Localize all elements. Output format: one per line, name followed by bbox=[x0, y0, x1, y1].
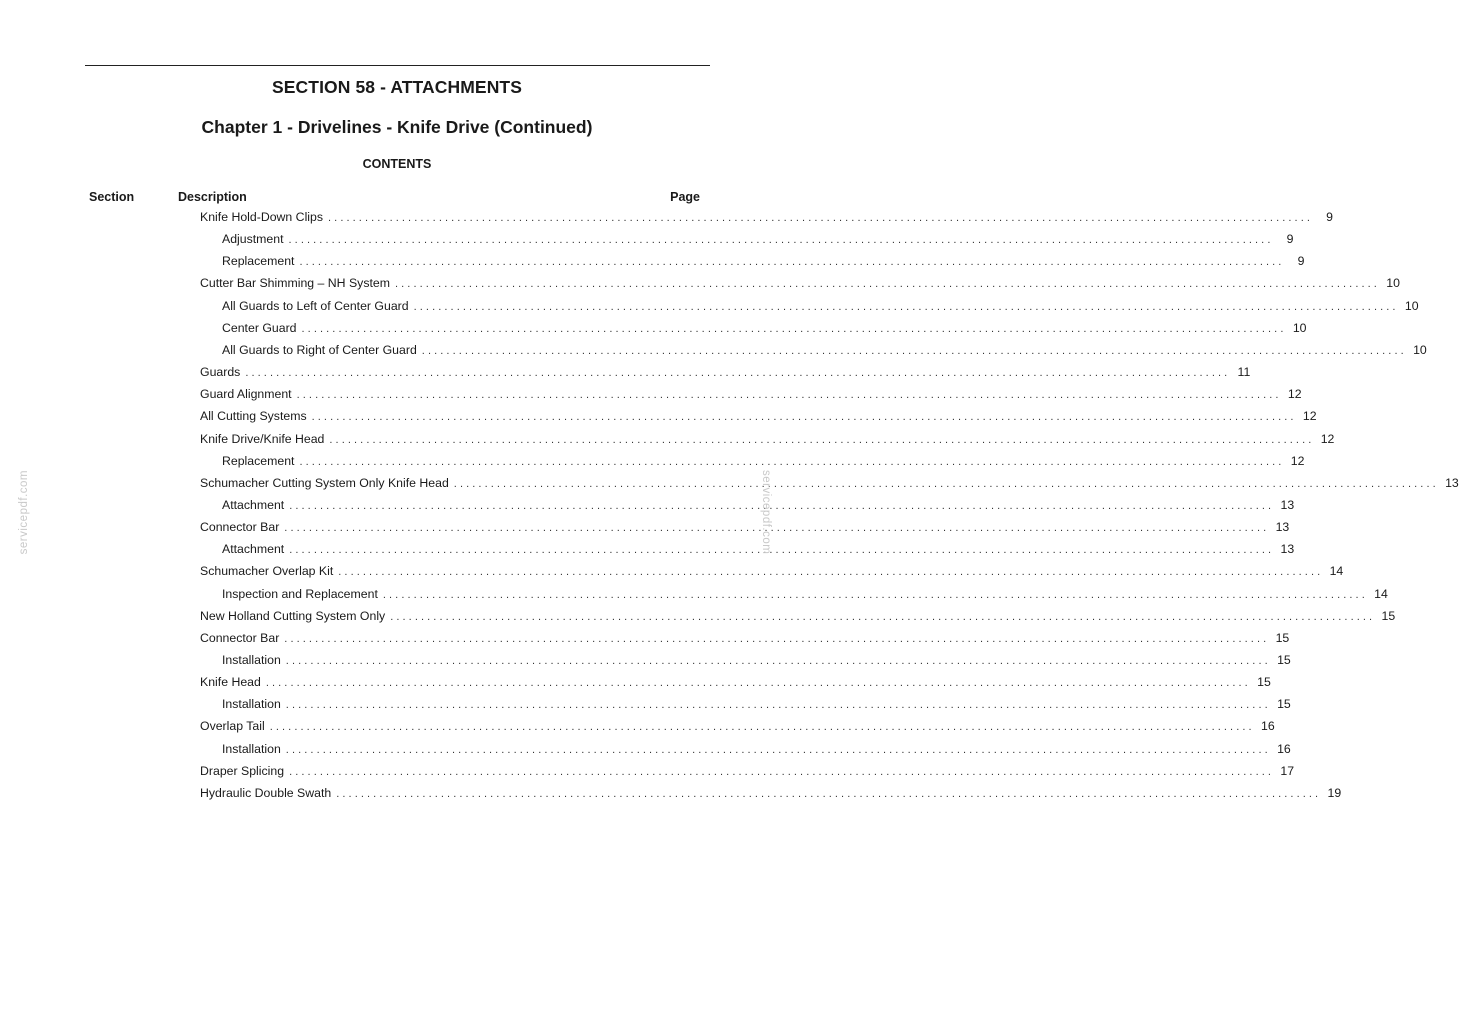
toc-entry[interactable] bbox=[222, 697, 1291, 715]
toc-entry-label: Installation bbox=[222, 697, 281, 712]
toc-entry-label: Replacement bbox=[222, 254, 295, 269]
toc-entry-label: Knife Head bbox=[200, 675, 261, 690]
dot-leader: ................................................................................................................................................................ bbox=[285, 743, 1271, 756]
toc-entry[interactable] bbox=[200, 365, 1251, 383]
toc-entry-page: 15 bbox=[1381, 608, 1396, 623]
toc-entry-page: 15 bbox=[1275, 630, 1290, 645]
toc-entry-label: All Cutting Systems bbox=[200, 409, 307, 424]
toc-entry-page: 12 bbox=[1287, 387, 1302, 402]
toc-entry-label: Hydraulic Double Swath bbox=[200, 785, 332, 800]
toc-entry[interactable] bbox=[200, 719, 1275, 737]
dot-leader: ................................................................................................................................................................ bbox=[413, 300, 1399, 313]
toc-entry[interactable] bbox=[222, 342, 1427, 361]
toc-entry-label: Guard Alignment bbox=[200, 387, 292, 402]
toc-entry-page: 13 bbox=[1280, 497, 1295, 512]
toc-entry-page: 14 bbox=[1329, 564, 1344, 579]
column-header-page: Page bbox=[670, 190, 700, 204]
top-rule bbox=[85, 65, 710, 66]
dot-leader: ................................................................................................................................................................ bbox=[382, 588, 1368, 601]
toc-entry[interactable] bbox=[222, 254, 1305, 272]
toc-entry-page: 15 bbox=[1277, 697, 1291, 712]
toc-entry-label: Knife Drive/Knife Head bbox=[200, 431, 325, 446]
toc-entry[interactable] bbox=[200, 210, 1334, 228]
toc-entry-label: Installation bbox=[222, 741, 281, 756]
toc-entry-label: Knife Hold-Down Clips bbox=[200, 210, 324, 224]
toc-entry-page: 16 bbox=[1261, 719, 1275, 734]
toc-entry[interactable] bbox=[222, 232, 1294, 250]
toc-entry-page: 10 bbox=[1386, 276, 1400, 291]
dot-leader: ................................................................................................................................................................ bbox=[390, 610, 1376, 623]
toc-entry-label: Cutter Bar Shimming – NH System bbox=[200, 276, 390, 291]
toc-entry[interactable] bbox=[200, 608, 1396, 627]
dot-leader: ................................................................................................................................................................ bbox=[394, 278, 1380, 291]
toc-entry-page: 11 bbox=[1237, 365, 1251, 380]
toc-entry[interactable] bbox=[200, 564, 1344, 582]
toc-entry[interactable] bbox=[222, 542, 1295, 560]
toc-entry-page: 12 bbox=[1320, 431, 1335, 446]
dot-leader: ................................................................................................................................................................ bbox=[289, 544, 1275, 557]
dot-leader: ................................................................................................................................................................ bbox=[265, 677, 1251, 690]
dot-leader: ................................................................................................................................................................ bbox=[299, 256, 1285, 269]
column-header-section: Section bbox=[89, 190, 135, 204]
toc-entry[interactable] bbox=[222, 741, 1291, 760]
dot-leader: ................................................................................................................................................................ bbox=[311, 411, 1297, 424]
toc-entry[interactable] bbox=[200, 431, 1335, 450]
toc-entry[interactable] bbox=[222, 653, 1291, 671]
chapter-title: Chapter 1 - Drivelines - Knife Drive (Continued) bbox=[201, 117, 593, 137]
toc-entry-label: Adjustment bbox=[222, 232, 284, 247]
dot-leader: ................................................................................................................................................................ bbox=[299, 455, 1285, 468]
toc-entry-page: 10 bbox=[1404, 298, 1419, 313]
toc-entry-page: 10 bbox=[1292, 320, 1307, 335]
toc-entry[interactable] bbox=[222, 298, 1419, 317]
dot-leader: ................................................................................................................................................................ bbox=[245, 367, 1231, 380]
toc-entry-label: Inspection and Replacement bbox=[222, 586, 378, 601]
toc-entry-label: Overlap Tail bbox=[200, 719, 265, 734]
toc-entry-page: 13 bbox=[1445, 475, 1459, 490]
dot-leader: ................................................................................................................................................................ bbox=[329, 433, 1315, 446]
toc-entry[interactable] bbox=[200, 387, 1302, 405]
toc-entry-page: 15 bbox=[1277, 653, 1291, 667]
dot-leader: ................................................................................................................................................................ bbox=[289, 765, 1275, 778]
toc-entry-label: Attachment bbox=[222, 497, 285, 512]
column-header-description: Description bbox=[178, 190, 247, 204]
toc-entry-label: All Guards to Right of Center Guard bbox=[222, 342, 417, 357]
toc-entry[interactable] bbox=[222, 586, 1388, 605]
watermark-right: servicepdf.com bbox=[760, 470, 772, 555]
toc-entry-page: 10 bbox=[1413, 342, 1427, 357]
toc-entry-label: Schumacher Overlap Kit bbox=[200, 564, 334, 579]
toc-entry[interactable] bbox=[200, 276, 1400, 294]
toc-entry-label: New Holland Cutting System Only bbox=[200, 608, 386, 623]
dot-leader: ................................................................................................................................................................ bbox=[336, 787, 1322, 800]
toc-entry-label: Draper Splicing bbox=[200, 763, 285, 778]
toc-entry-page: 13 bbox=[1280, 542, 1295, 557]
dot-leader: ................................................................................................................................................................ bbox=[296, 389, 1282, 402]
dot-leader: ................................................................................................................................................................ bbox=[269, 721, 1255, 734]
toc-entry[interactable] bbox=[222, 497, 1295, 516]
toc-entry-label: Schumacher Cutting System Only Knife Head bbox=[200, 475, 449, 490]
toc-entry-label: Connector Bar bbox=[200, 520, 280, 535]
toc-entry-label: Center Guard bbox=[222, 320, 297, 335]
toc-entry-page: 9 bbox=[1326, 210, 1334, 224]
toc-entry-page: 17 bbox=[1280, 763, 1295, 778]
toc-entry[interactable] bbox=[200, 630, 1290, 649]
dot-leader: ................................................................................................................................................................ bbox=[285, 655, 1271, 667]
contents-heading: CONTENTS bbox=[362, 157, 432, 171]
toc-entry-label: Guards bbox=[200, 365, 241, 380]
toc-entry-page: 13 bbox=[1275, 520, 1290, 535]
toc-entry-page: 19 bbox=[1327, 785, 1342, 800]
dot-leader: ................................................................................................................................................................ bbox=[453, 477, 1439, 490]
dot-leader: ................................................................................................................................................................ bbox=[284, 522, 1270, 535]
dot-leader: ................................................................................................................................................................ bbox=[284, 632, 1270, 645]
dot-leader: ................................................................................................................................................................ bbox=[288, 234, 1274, 247]
dot-leader: ................................................................................................................................................................ bbox=[338, 566, 1324, 579]
toc-entry[interactable] bbox=[200, 675, 1271, 693]
toc-entry-label: Attachment bbox=[222, 542, 285, 557]
toc-entry[interactable] bbox=[200, 409, 1317, 427]
toc-entry-label: All Guards to Left of Center Guard bbox=[222, 298, 409, 313]
watermark-left: servicepdf.com bbox=[18, 470, 30, 555]
toc-entry[interactable] bbox=[200, 475, 1459, 494]
toc-entry-page: 12 bbox=[1302, 409, 1317, 424]
toc-entry-label: Connector Bar bbox=[200, 630, 280, 645]
dot-leader: ................................................................................................................................................................ bbox=[289, 499, 1275, 512]
toc-entry[interactable] bbox=[222, 453, 1305, 472]
toc-entry-page: 15 bbox=[1257, 675, 1271, 690]
dot-leader: ................................................................................................................................................................ bbox=[328, 212, 1314, 224]
toc-entry-label: Installation bbox=[222, 653, 281, 667]
toc-entry-page: 9 bbox=[1297, 254, 1305, 269]
dot-leader: ................................................................................................................................................................ bbox=[285, 699, 1271, 712]
toc-entry[interactable] bbox=[200, 763, 1295, 782]
toc-entry-page: 12 bbox=[1290, 453, 1305, 468]
section-title: SECTION 58 - ATTACHMENTS bbox=[272, 77, 522, 97]
toc-entry-page: 16 bbox=[1277, 741, 1291, 756]
toc-entry-page: 14 bbox=[1374, 586, 1388, 601]
toc-entry[interactable] bbox=[200, 520, 1290, 538]
toc-entry-label: Replacement bbox=[222, 453, 295, 468]
dot-leader: ................................................................................................................................................................ bbox=[421, 344, 1407, 357]
dot-leader: ................................................................................................................................................................ bbox=[301, 322, 1287, 335]
toc-entry[interactable] bbox=[222, 320, 1307, 339]
toc-entry-page: 9 bbox=[1286, 232, 1294, 247]
toc-entry[interactable] bbox=[200, 785, 1342, 804]
